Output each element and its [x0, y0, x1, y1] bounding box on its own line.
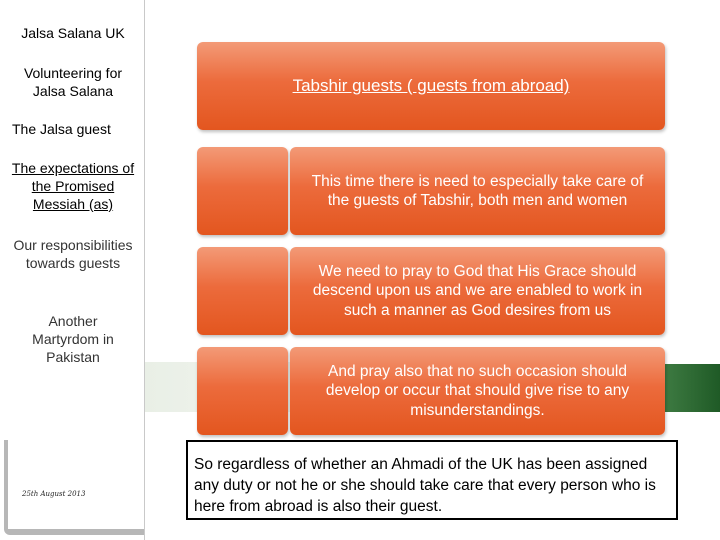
sidebar-item-martyrdom[interactable]: Another Martyrdom in Pakistan	[32, 313, 114, 365]
sidebar-frame-corner	[4, 440, 144, 535]
sidebar-item-jalsa-salana-uk[interactable]: Jalsa Salana UK	[21, 25, 125, 41]
point-box-3	[290, 347, 665, 435]
summary-text: So regardless of whether an Ahmadi of the UK has been assigned any duty or not he or she should take care that every person who is here from abroad is also their guest.	[194, 456, 656, 515]
point-box-1	[290, 147, 665, 235]
slide-title: Tabshir guests ( guests from abroad)	[292, 76, 570, 95]
summary-box	[186, 440, 678, 520]
decorative-tile	[197, 147, 288, 235]
sidebar-item-jalsa-guest[interactable]: The Jalsa guest	[12, 121, 111, 137]
sidebar-nav	[0, 0, 145, 540]
sidebar-item-responsibilities[interactable]: Our responsibilities towards guests	[13, 237, 133, 271]
slide-title-box	[197, 42, 665, 130]
slide-date: 25th August 2013	[22, 490, 86, 498]
point-text-2: We need to pray to God that His Grace should descend upon us and we are enabled to work in such a manner as God desires from us	[312, 262, 643, 319]
point-text-1: This time there is need to especially take care of the guests of Tabshir, both men and women	[311, 172, 644, 209]
decorative-tile	[197, 347, 288, 435]
sidebar-item-volunteering[interactable]: Volunteering for Jalsa Salana	[23, 65, 123, 99]
sidebar-item-expectations[interactable]: The expectations of the Promised Messiah (as)	[11, 160, 135, 212]
decorative-tile	[197, 247, 288, 335]
point-text-3: And pray also that no such occasion should develop or occur that should give rise to any misunderstandings.	[325, 362, 630, 419]
point-box-2	[290, 247, 665, 335]
